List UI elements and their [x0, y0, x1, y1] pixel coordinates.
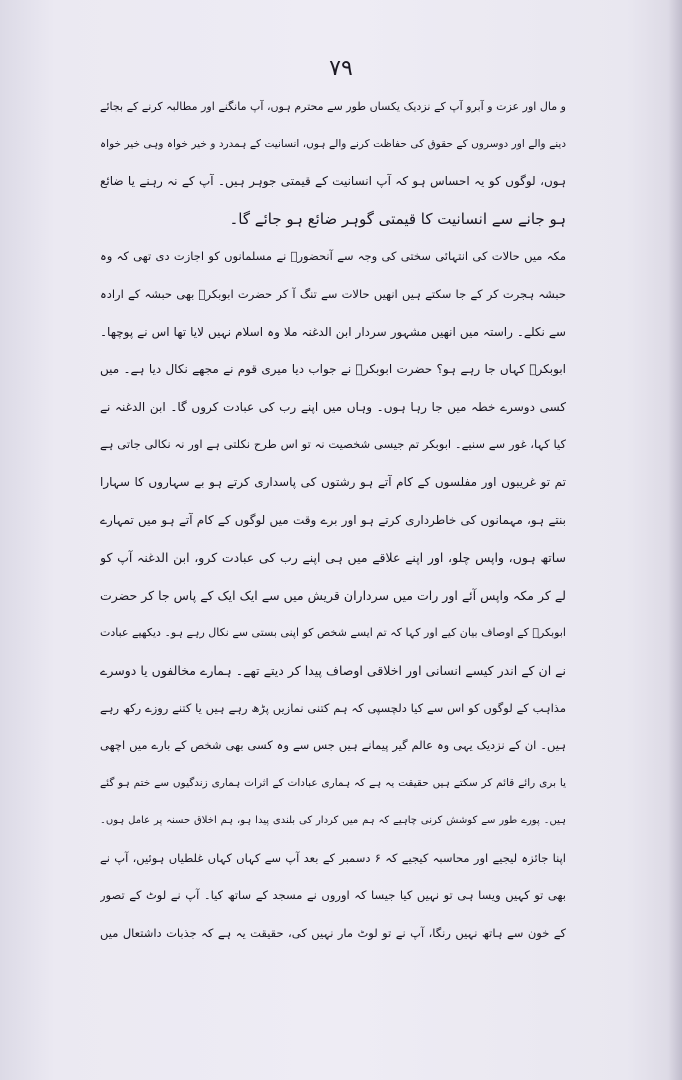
text-line: ہو جانے سے انسانیت کا قیمتی گوہر ضائع ہو جائے گا۔: [229, 209, 566, 228]
text-line: کے خون سے ہاتھ نہیں رنگا، آپ نے تو لوٹ مار نہیں کی، حقیقت یہ ہے کہ جذبات داشتعال میں: [100, 926, 566, 941]
text-line: حبشہ ہجرت کر کے جا سکتے ہیں انھیں حالات سے تنگ آ کر حضرت ابوبکرؓ بھی حبشہ کے ارادہ: [100, 286, 566, 301]
text-line: ہیں۔ ان کے نزدیک یہی وہ عالم گیر پیمانے ہیں جس سے وہ کسی بھی شخص کے بارے میں اچھی: [100, 738, 566, 753]
text-line: بنتے ہو، مہمانوں کی خاطرداری کرتے ہو اور برے وقت میں لوگوں کے کام آتے ہو میں تمہارے: [100, 512, 566, 527]
text-line: ہوں، لوگوں کو یہ احساس ہو کہ آپ انسانیت کے قیمتی جوہر ہیں۔ آپ کے نہ رہنے یا ضائع: [100, 174, 566, 189]
text-line: تم تو غریبوں اور مفلسوں کے کام آتے ہو رشتوں کی پاسداری کرتے ہو بے سہاروں کا سہارا: [100, 474, 566, 489]
page-edge-shadow: [668, 0, 682, 1080]
text-line: ابوبکرؓ کے اوصاف بیان کیے اور کہا کہ تم ایسے شخص کو اپنی بستی سے نکال رہے ہو۔ دیکھیے عبادت: [100, 626, 566, 640]
text-line: مذاہب کے لوگوں کو اس سے کیا دلچسپی کہ ہم کتنی نمازیں پڑھ رہے ہیں یا کتنے روزے رکھ رہے: [100, 700, 566, 715]
text-line: کیا کہا، غور سے سنیے۔ ابوبکر تم جیسی شخصیت نہ تو اس طرح نکلتی ہے اور نہ نکالی جاتی ہے: [100, 437, 566, 452]
text-line: یا بری رائے قائم کر سکتے ہیں حقیقت یہ ہے کہ ہماری عبادات کے اثرات ہماری زندگیوں سے ختم ہو گئے: [100, 776, 566, 789]
text-line: سے نکلے۔ راستہ میں انھیں مشہور سردار ابن الدغنہ ملا وہ اسلام نہیں لایا تھا اس نے پوچھا۔: [100, 324, 566, 339]
text-line: نے ان کے اندر کیسے انسانی اور اخلاقی اوصاف پیدا کر دیتے تھے۔ ہمارے مخالفوں یا دوسرے: [100, 662, 566, 678]
text-line: ساتھ ہوں، واپس چلو، اور اپنے علاقے میں ہی اپنے رب کی عبادت کرو، ابن الدغنہ آپ کو: [100, 550, 566, 566]
text-line: لے کر مکہ واپس آئے اور رات میں سرداران قریش میں سے ایک ایک کے پاس جا کر حضرت: [100, 587, 566, 603]
text-line: مکہ میں حالات کی انتہائی سختی کی وجہ سے آنحضورؐ نے مسلمانوں کو اجازت دی تھی کہ وہ: [100, 249, 566, 264]
text-line: ہیں۔ پورے طور سے کوشش کرنی چاہیے کہ ہم میں کردار کی بلندی پیدا ہو، ہم اخلاق حسنہ پر عامل ہوں۔: [100, 815, 566, 827]
text-line: ابوبکرؓ کہاں جا رہے ہو؟ حضرت ابوبکرؓ نے جواب دیا میری قوم نے مجھے نکال دیا ہے۔ میں: [100, 362, 566, 377]
text-line: بھی تو کہیں ویسا ہی تو نہیں کیا جیسا کہ اوروں نے مسجد کے ساتھ کیا۔ آپ نے لوٹ کے تصور: [100, 888, 566, 903]
text-line: دینے والے اور دوسروں کے حقوق کی حفاظت کرنے والے ہوں، انسانیت کے ہمدرد و خیر خواہ وہی خیر خواہ: [100, 137, 566, 150]
body-text: [100, 88, 566, 953]
text-line: اپنا جائزہ لیجیے اور محاسبہ کیجیے کہ ۶ دسمبر کے بعد آپ سے کہاں کہاں غلطیاں ہوئیں، آپ نے: [100, 850, 566, 865]
page-number: ۷۹: [329, 56, 353, 81]
text-line: کسی دوسرے خطہ میں جا رہا ہوں۔ وہاں میں اپنے رب کی عبادت کروں گا۔ ابن الدغنہ نے: [100, 399, 566, 414]
text-line: و مال اور عزت و آبرو آپ کے نزدیک یکساں طور سے محترم ہوں، آپ مانگنے اور مطالبہ کرنے کے بجائے: [100, 100, 566, 113]
